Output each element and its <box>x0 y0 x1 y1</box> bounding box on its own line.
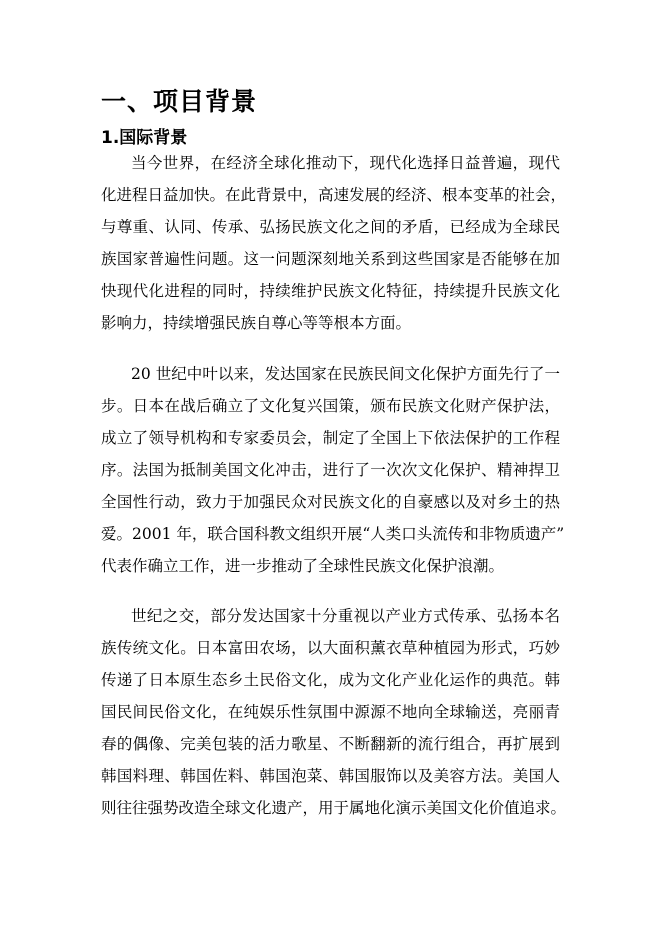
paragraph-3-line: 春的偶像、完美包装的活力歌星、不断翻新的流行组合，再扩展到 <box>101 735 560 753</box>
paragraph-2-line: 20 世纪中叶以来，发达国家在民族民间文化保护方面先行了一 <box>131 365 560 383</box>
paragraph-1-line: 化进程日益加快。在此背景中，高速发展的经济、根本变革的社会， <box>101 186 567 204</box>
section-heading: 一、项目背景 <box>101 87 258 116</box>
paragraph-2-line: 序。法国为抵制美国文化冲击，进行了一次次文化保护、精神捍卫 <box>101 461 560 479</box>
paragraph-1-line: 当今世界，在经济全球化推动下，现代化选择日益普遍，现代 <box>131 154 560 172</box>
paragraph-1-line: 族国家普遍性问题。这一问题深刻地关系到这些国家是否能够在加 <box>101 250 560 268</box>
paragraph-3-line: 世纪之交，部分发达国家十分重视以产业方式传承、弘扬本名 <box>131 607 560 625</box>
paragraph-2-line: 爱。2001 年，联合国科教文组织开展“人类口头流传和非物质遗产” <box>101 525 565 543</box>
paragraph-3-line: 国民间民俗文化，在纯娱乐性氛围中源源不地向全球输送，亮丽青 <box>101 703 560 721</box>
subsection-heading: 1.国际背景 <box>101 128 188 148</box>
paragraph-3-line: 韩国料理、韩国佐料、韩国泡菜、韩国服饰以及美容方法。美国人 <box>101 767 560 785</box>
paragraph-1-line: 影响力，持续增强民族自尊心等等根本方面。 <box>101 314 412 332</box>
paragraph-2-line: 全国性行动，致力于加强民众对民族文化的自豪感以及对乡土的热 <box>101 493 560 511</box>
paragraph-1-line: 快现代化进程的同时，持续维护民族文化特征，持续提升民族文化 <box>101 282 560 300</box>
paragraph-1-line: 与尊重、认同、传承、弘扬民族文化之间的矛盾，已经成为全球民 <box>101 218 560 236</box>
paragraph-3-line: 传递了日本原生态乡土民俗文化，成为文化产业化运作的典范。韩 <box>101 671 560 689</box>
paragraph-2-line: 步。日本在战后确立了文化复兴国策，颁布民族文化财产保护法， <box>101 397 560 415</box>
paragraph-2-line: 代表作确立工作，进一步推动了全球性民族文化保护浪潮。 <box>101 557 505 575</box>
paragraph-3-line: 则往往强势改造全球文化遗产，用于属地化演示美国文化价值追求。 <box>101 799 567 817</box>
paragraph-3-line: 族传统文化。日本富田农场，以大面积薰衣草种植园为形式，巧妙 <box>101 639 560 657</box>
paragraph-2-line: 成立了领导机构和专家委员会，制定了全国上下依法保护的工作程 <box>101 429 560 447</box>
